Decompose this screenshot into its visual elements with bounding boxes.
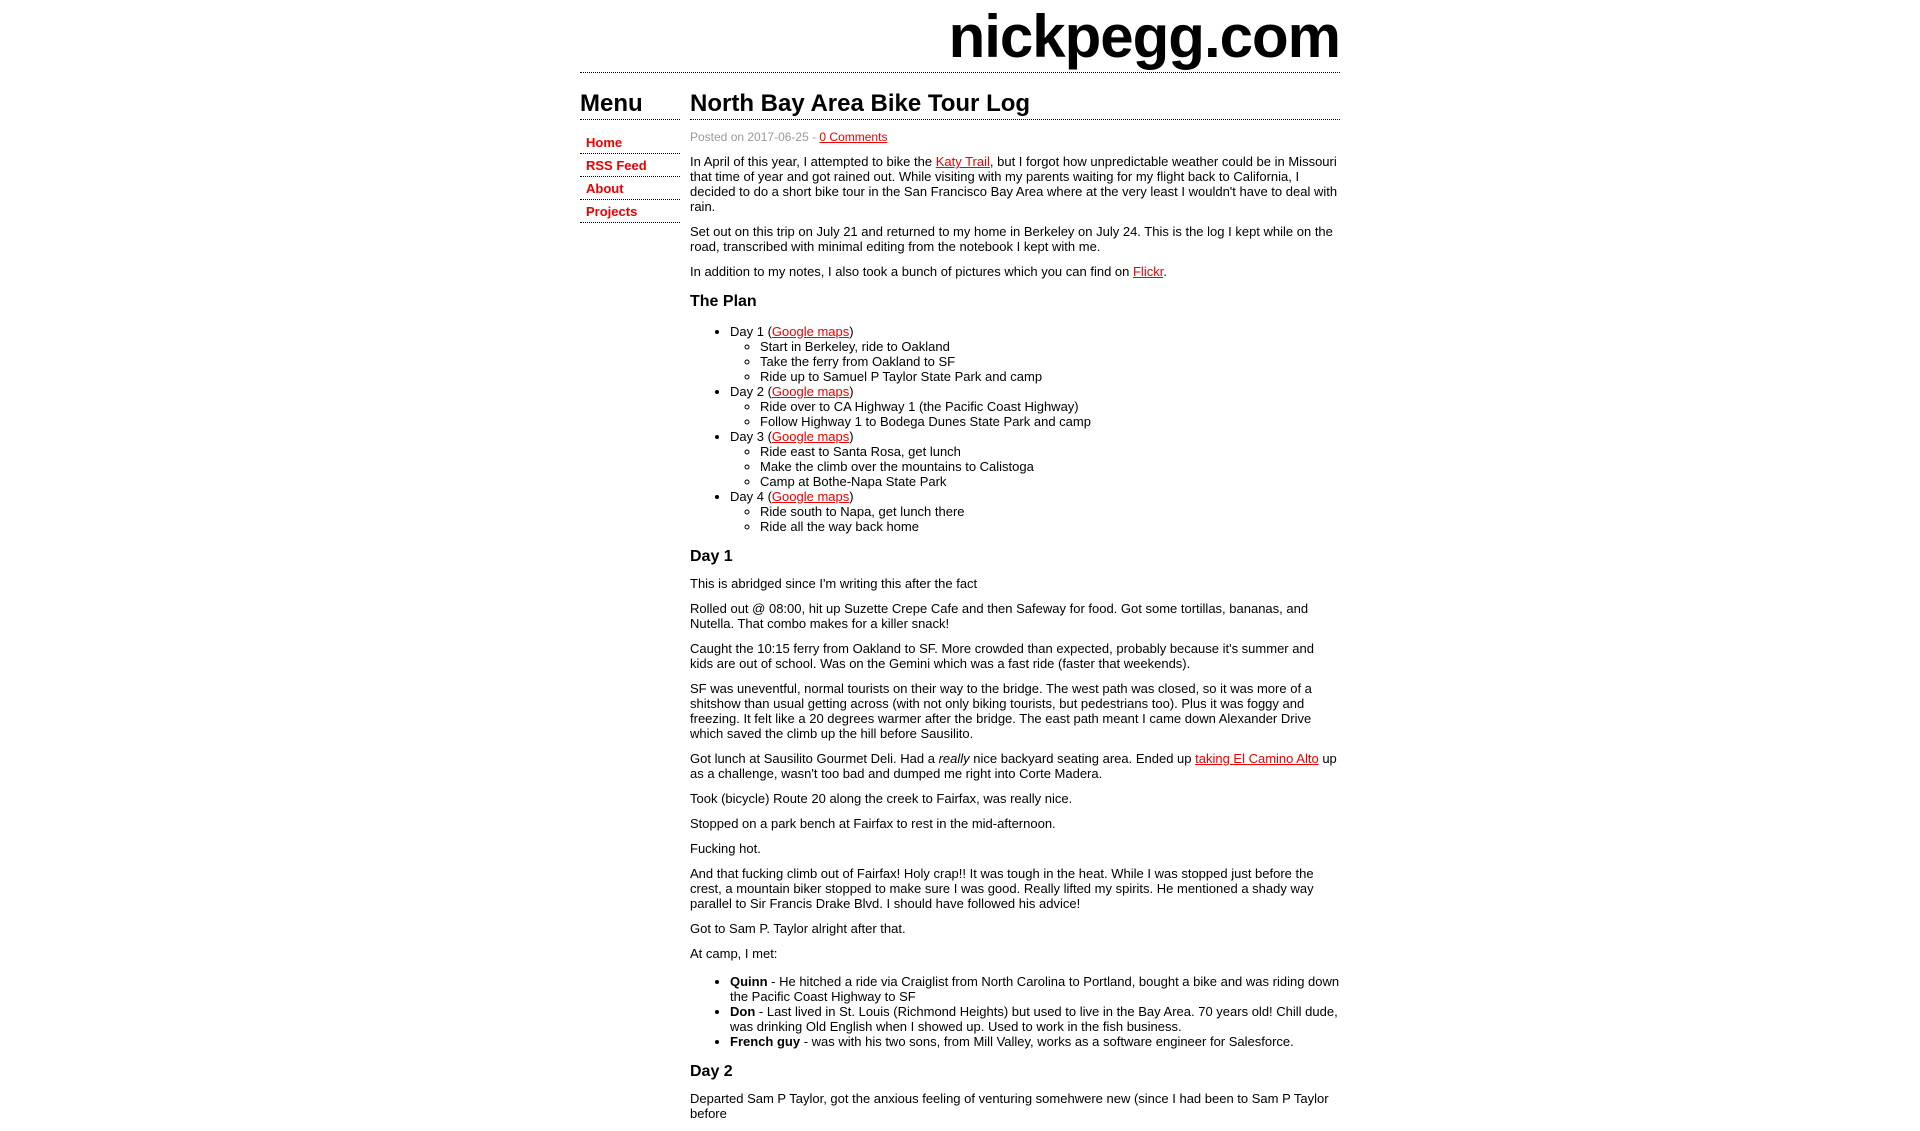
- day1-paragraph-8: Fucking hot.: [690, 841, 761, 856]
- plan-day-4-label: Day 4 (: [730, 489, 772, 504]
- google-maps-link-day-1[interactable]: Google maps: [771, 324, 850, 339]
- plan-list: [690, 324, 1340, 534]
- home-link[interactable]: Home: [586, 135, 623, 150]
- person-name: Don: [730, 1004, 756, 1019]
- plan-day-1: [730, 324, 1340, 384]
- google-maps-link-day-4[interactable]: Google maps: [771, 489, 850, 504]
- day1-p5-after: up as a challenge, wasn't too bad and dumped me right into Corte Madera.: [690, 751, 1337, 781]
- day1-p5-mid: nice backyard seating area. Ended up: [969, 751, 1196, 766]
- menu-list: [580, 131, 680, 223]
- plan-day-2-steps: [730, 399, 1340, 429]
- menu-heading: Menu: [580, 91, 680, 120]
- plan-day-1-label-close: ): [849, 324, 854, 339]
- day1-paragraph-5: [690, 751, 1340, 781]
- post-meta: [690, 130, 1340, 144]
- intro-paragraph-1: [690, 154, 1340, 214]
- plan-day-4-steps: [730, 504, 1340, 534]
- plan-step: ◦ Follow Highway 1 to Bodega Dunes State Park and camp: [760, 414, 1340, 429]
- intro3-text-after: .: [1163, 264, 1167, 279]
- plan-step: ◦ Ride over to CA Highway 1 (the Pacific Coast Highway): [760, 399, 1340, 414]
- plan-day-4: [730, 489, 1340, 534]
- day1-paragraph-7: Stopped on a park bench at Fairfax to rest in the mid-afternoon.: [690, 816, 1056, 831]
- plan-day-3: [730, 429, 1340, 489]
- camp-person-french-guy: [730, 1034, 1340, 1049]
- site-title-link[interactable]: nickpegg.com: [580, 4, 1340, 73]
- rss-feed-link[interactable]: RSS Feed: [586, 158, 647, 173]
- plan-day-3-label: Day 3 (: [730, 429, 772, 444]
- google-maps-link-day-2[interactable]: Google maps: [771, 384, 850, 399]
- person-desc: - He hitched a ride via Craiglist from North Carolina to Portland, bought a bike and was riding down the Pacific Coast Highway to SF: [730, 974, 1340, 1004]
- person-desc: - Last lived in St. Louis (Richmond Heights) but used to live in the Bay Area. 70 years old! Chill dude, was drinking Old English when I showed up. Used to work in the fish business.: [730, 1004, 1338, 1034]
- day1-paragraph-3: Caught the 10:15 ferry from Oakland to SF. More crowded than expected, probably because it's summer and kids are out of school. Was on the Gemini which was a fast ride (faster that weekends).: [690, 641, 1314, 671]
- content-columns: [580, 73, 1340, 1131]
- intro3-text-before: In addition to my notes, I also took a bunch of pictures which you can find on: [690, 264, 1133, 279]
- projects-link[interactable]: Projects: [586, 204, 638, 219]
- plan-day-1-label: Day 1 (: [730, 324, 772, 339]
- person-name: French guy: [730, 1034, 801, 1049]
- plan-day-2: [730, 384, 1340, 429]
- page-container: [580, 4, 1340, 1131]
- day1-paragraph-4: SF was uneventful, normal tourists on their way to the bridge. The west path was closed, so it was more of a shitshow than usual getting across (with not only biking tourists, but pedestrians too). Plus it was foggy and freezing. It felt like a 20 degrees warmer after the bridge. The east path meant I came down Alexander Drive which saved the climb up the hill before Sausilito.: [690, 681, 1312, 741]
- plan-step: ◦ Ride south to Napa, get lunch there: [760, 504, 1340, 519]
- intro1-text-after: , but I forgot how unpredictable weather could be in Missouri that time of year and got rained out. While visiting with my parents waiting for my flight back to California, I decided to do a short bike tour in the San Francisco Bay Area where at the very least I wouldn't have to deal with rain.: [690, 154, 1338, 214]
- plan-step: ◦ Make the climb over the mountains to Calistoga: [760, 459, 1340, 474]
- plan-step: ◦ Start in Berkeley, ride to Oakland: [760, 339, 1340, 354]
- day2-paragraph-1: Departed Sam P Taylor, got the anxious feeling of venturing somehwere new (since I had been to Sam P Taylor before: [690, 1091, 1329, 1121]
- google-maps-link-day-3[interactable]: Google maps: [771, 429, 850, 444]
- plan-day-2-label-close: ): [849, 384, 854, 399]
- person-name: Quinn: [730, 974, 768, 989]
- sidebar-item-rss-feed[interactable]: [580, 154, 680, 177]
- day1-paragraph-10: Got to Sam P. Taylor alright after that.: [690, 921, 906, 936]
- day1-p5-before: Got lunch at Sausilito Gourmet Deli. Had a: [690, 751, 939, 766]
- plan-day-3-label-close: ): [849, 429, 854, 444]
- katy-trail-link[interactable]: Katy Trail: [935, 154, 990, 169]
- person-desc: - was with his two sons, from Mill Valley, works as a software engineer for Salesforce.: [800, 1034, 1294, 1049]
- plan-step: ◦ Take the ferry from Oakland to SF: [760, 354, 1340, 369]
- plan-step: ◦ Ride up to Samuel P Taylor State Park and camp: [760, 369, 1340, 384]
- intro1-text-before: In April of this year, I attempted to bike the: [690, 154, 936, 169]
- plan-step: ◦ Ride all the way back home: [760, 519, 1340, 534]
- plan-day-3-steps: [730, 444, 1340, 489]
- intro-paragraph-2: Set out on this trip on July 21 and returned to my home in Berkeley on July 24. This is the log I kept while on the road, transcribed with minimal editing from the notebook I kept with me.: [690, 224, 1333, 254]
- camp-people-list: [690, 974, 1340, 1049]
- camp-person-quinn: [730, 974, 1340, 1004]
- day1-paragraph-1: This is abridged since I'm writing this after the fact: [690, 576, 978, 591]
- el-camino-alto-link[interactable]: taking El Camino Alto: [1195, 751, 1319, 766]
- plan-heading: The Plan: [690, 293, 757, 310]
- day1-paragraph-11: At camp, I met:: [690, 946, 778, 961]
- comments-link[interactable]: 0 Comments: [819, 130, 888, 144]
- plan-day-2-label: Day 2 (: [730, 384, 772, 399]
- intro-paragraph-3: [690, 264, 1340, 279]
- day-2-heading: Day 2: [690, 1063, 733, 1080]
- day-1-heading: Day 1: [690, 548, 733, 565]
- plan-step: ◦ Camp at Bothe-Napa State Park: [760, 474, 1340, 489]
- day1-paragraph-6: Took (bicycle) Route 20 along the creek to Fairfax, was really nice.: [690, 791, 1073, 806]
- day1-paragraph-2: Rolled out @ 08:00, hit up Suzette Crepe Cafe and then Safeway for food. Got some tortillas, bananas, and Nutella. That combo makes for a killer snack!: [690, 601, 1309, 631]
- post-title: North Bay Area Bike Tour Log: [690, 91, 1340, 120]
- sidebar-item-projects[interactable]: [580, 200, 680, 223]
- posted-date-text: Posted on 2017-06-25 -: [690, 130, 820, 144]
- sidebar: [580, 73, 680, 1131]
- plan-day-4-label-close: ): [849, 489, 854, 504]
- sidebar-item-home[interactable]: [580, 131, 680, 154]
- sidebar-item-about[interactable]: [580, 177, 680, 200]
- post-article: [690, 73, 1340, 1131]
- day1-paragraph-9: And that fucking climb out of Fairfax! Holy crap!! It was tough in the heat. While I was stopped just before the crest, a mountain biker stopped to make sure I was good. Really lifted my spirits. He mentioned a shady way parallel to Sir Francis Drake Blvd. I should have followed his advice!: [690, 866, 1314, 911]
- plan-day-1-steps: [730, 339, 1340, 384]
- about-link[interactable]: About: [586, 181, 624, 196]
- day1-p5-emphasis: really: [938, 751, 970, 766]
- camp-person-don: [730, 1004, 1340, 1034]
- plan-step: ◦ Ride east to Santa Rosa, get lunch: [760, 444, 1340, 459]
- flickr-link[interactable]: Flickr: [1132, 264, 1164, 279]
